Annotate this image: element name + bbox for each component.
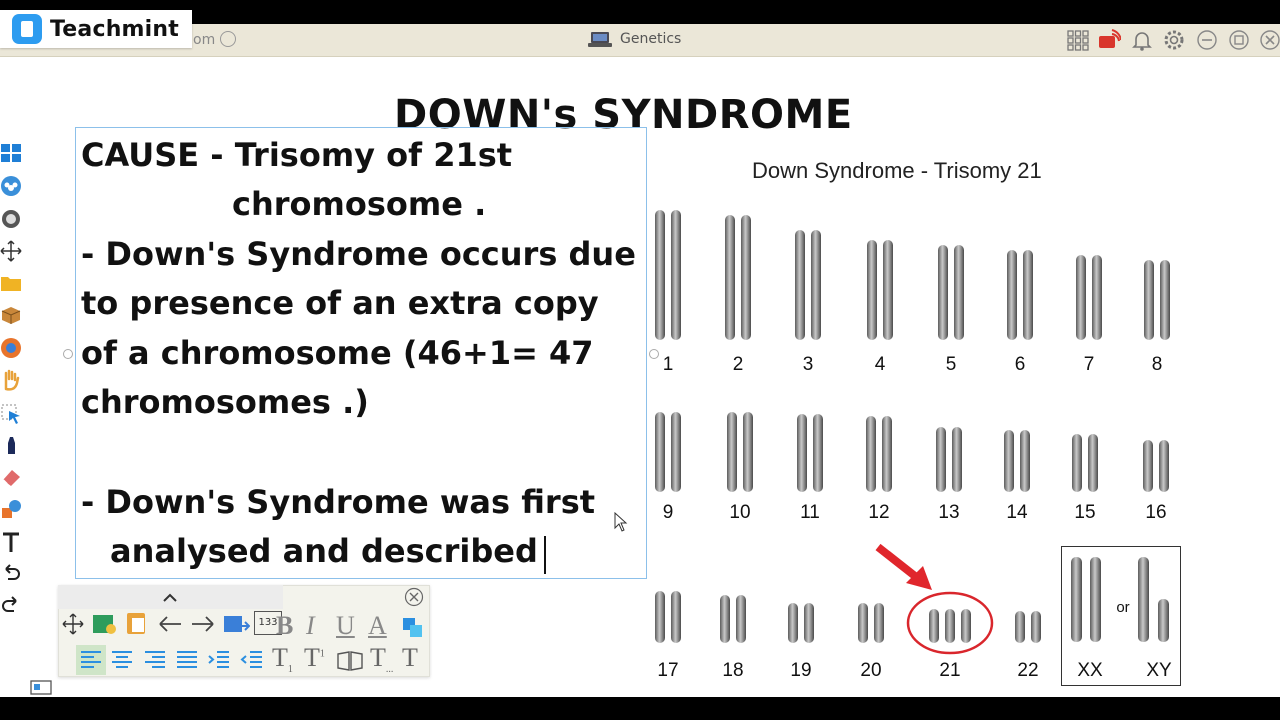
- text-style-button[interactable]: $T_{...}$: [370, 643, 394, 676]
- record-icon[interactable]: [0, 208, 22, 230]
- text-line: chromosomes .): [81, 383, 369, 421]
- karyotype-title: Down Syndrome - Trisomy 21: [752, 158, 1042, 183]
- chromosome-label: 5: [945, 354, 957, 375]
- box-icon[interactable]: [0, 304, 22, 326]
- marker-icon[interactable]: [0, 434, 22, 456]
- chromosome: [813, 414, 823, 492]
- chromosome: [936, 427, 946, 492]
- chromosome: [671, 591, 681, 643]
- paste-icon[interactable]: [124, 610, 150, 636]
- chromosome: [883, 240, 893, 340]
- chromosome: [741, 215, 751, 340]
- chromosome: [1159, 440, 1169, 492]
- chromosome: [655, 210, 665, 340]
- chromosome: [788, 603, 798, 643]
- read-icon[interactable]: [336, 650, 364, 672]
- chromosome: [1092, 255, 1102, 340]
- chromosome: [804, 603, 814, 643]
- room-name: om: [193, 32, 216, 48]
- arrow-icon: [878, 547, 920, 580]
- italic-button[interactable]: I: [306, 611, 315, 640]
- text-caret: [544, 536, 546, 574]
- sex-chromosome-box: [1061, 546, 1181, 686]
- or-label: or: [1116, 599, 1130, 616]
- chromosome-label: 19: [790, 660, 812, 681]
- text-line: CAUSE - Trisomy of 21st: [81, 136, 513, 174]
- bell-icon[interactable]: [1130, 28, 1154, 52]
- close-icon[interactable]: [1258, 28, 1280, 52]
- chromosome-label: 10: [729, 502, 751, 523]
- chromosome-label: 16: [1145, 502, 1167, 523]
- text-line: - Down's Syndrome was first: [81, 483, 596, 521]
- brand-name: Teachmint: [50, 16, 179, 42]
- chromosome-label: 6: [1014, 354, 1026, 375]
- chromosome-label: 14: [1006, 502, 1028, 523]
- chromosome: [743, 412, 753, 492]
- align-center-icon[interactable]: [110, 648, 134, 672]
- chromosome: [1007, 250, 1017, 340]
- chromosome: [867, 240, 877, 340]
- text-line: analysed and described: [110, 532, 538, 570]
- chromosome: [1088, 434, 1098, 492]
- chromosome-label: 12: [868, 502, 890, 523]
- gear-icon[interactable]: [1162, 28, 1186, 52]
- text-line: to presence of an extra copy: [81, 284, 599, 322]
- chromosome: [1076, 255, 1086, 340]
- browser-icon[interactable]: [0, 337, 22, 359]
- bold-button[interactable]: B: [276, 611, 294, 640]
- subscript-button[interactable]: $T_1$: [272, 643, 293, 676]
- chromosome-label: 15: [1074, 502, 1096, 523]
- text-line: chromosome .: [232, 185, 487, 223]
- chromosome: [1144, 260, 1154, 340]
- indent-icon[interactable]: [207, 648, 231, 672]
- slide-heading: DOWN's SYNDROME: [394, 92, 853, 138]
- chromosome-label: 13: [938, 502, 960, 523]
- chromosome: [811, 230, 821, 340]
- close-toolbar-icon[interactable]: [404, 587, 424, 607]
- chromosome-label: 8: [1151, 354, 1163, 375]
- window-title: Genetics: [620, 31, 682, 47]
- participants-icon[interactable]: [0, 175, 22, 197]
- chromosome: [945, 609, 955, 643]
- minimize-icon[interactable]: [1195, 28, 1219, 52]
- restore-icon[interactable]: [1227, 28, 1251, 52]
- xx-label: XX: [1077, 660, 1103, 681]
- redo-icon[interactable]: [0, 595, 22, 617]
- chromosome: [952, 427, 962, 492]
- chromosome-label: 9: [662, 502, 674, 523]
- bottom-strip: [0, 697, 1280, 720]
- chromosome: [961, 609, 971, 643]
- chromosome: [671, 412, 681, 492]
- windows-icon[interactable]: [0, 142, 22, 164]
- chromosome: [954, 245, 964, 340]
- chromosome: [929, 609, 939, 643]
- chromosome: [1143, 440, 1153, 492]
- folder-icon[interactable]: [0, 272, 22, 294]
- chromosome: [938, 245, 948, 340]
- chromosome: [874, 603, 884, 643]
- chromosome-label: 1: [662, 354, 674, 375]
- card-icon[interactable]: [92, 612, 118, 636]
- chromosome-label: 18: [722, 660, 744, 681]
- select-icon[interactable]: [0, 403, 22, 425]
- sex-chromosomes: [1062, 547, 1179, 684]
- chromosome: [655, 412, 665, 492]
- chromosome: [858, 603, 868, 643]
- chromosome-label: 3: [802, 354, 814, 375]
- font-size-box[interactable]: 133: [254, 611, 282, 635]
- outdent-icon[interactable]: [240, 648, 264, 672]
- chromosome: [866, 416, 876, 492]
- screen-icon[interactable]: [30, 680, 52, 696]
- chromosome: [736, 595, 746, 643]
- mouse-cursor-icon: [614, 512, 628, 532]
- chromosome: [1015, 611, 1025, 643]
- chromosome: [1004, 430, 1014, 492]
- chromosome-label: 2: [732, 354, 744, 375]
- resize-handle-left[interactable]: [63, 349, 73, 359]
- align-right-icon[interactable]: [143, 648, 167, 672]
- chromosome-label: 7: [1083, 354, 1095, 375]
- xy-label: XY: [1146, 660, 1172, 681]
- chromosome-label: 4: [874, 354, 886, 375]
- undo-icon[interactable]: [0, 563, 22, 585]
- brand-logo: [0, 10, 192, 48]
- chromosome: [727, 412, 737, 492]
- move-icon[interactable]: [61, 612, 85, 636]
- insert-icon[interactable]: [222, 612, 250, 636]
- broadcast-icon[interactable]: [1097, 28, 1121, 52]
- chromosome-label: 21: [939, 660, 961, 681]
- user-icon[interactable]: [220, 31, 236, 47]
- chromosome: [671, 210, 681, 340]
- apps-grid-icon[interactable]: [1066, 28, 1090, 52]
- text-icon[interactable]: [0, 531, 22, 553]
- font-color-button[interactable]: A: [368, 611, 387, 640]
- shapes-icon[interactable]: [0, 498, 22, 520]
- chromosome-label: 17: [657, 660, 679, 681]
- chromosome: [1072, 434, 1082, 492]
- chromosome: [882, 416, 892, 492]
- chromosome: [1160, 260, 1170, 340]
- chromosome: [725, 215, 735, 340]
- superscript-button[interactable]: $T^1$: [304, 643, 325, 672]
- left-toolbar: [0, 138, 24, 618]
- chromosome: [655, 591, 665, 643]
- chromosome: [797, 414, 807, 492]
- text-line: - Down's Syndrome occurs due: [81, 235, 636, 273]
- redo-arrow-icon[interactable]: [190, 613, 216, 635]
- chromosome: [1020, 430, 1030, 492]
- laptop-icon: [587, 30, 613, 49]
- chromosome-label: 20: [860, 660, 882, 681]
- move-icon[interactable]: [0, 240, 22, 262]
- undo-arrow-icon[interactable]: [157, 613, 183, 635]
- align-left-icon[interactable]: [76, 645, 106, 675]
- underline-button[interactable]: U: [336, 611, 355, 640]
- highlight-icon[interactable]: [400, 615, 424, 639]
- chromosome: [1031, 611, 1041, 643]
- text-box[interactable]: [75, 127, 647, 579]
- text-settings-button[interactable]: T: [402, 643, 418, 672]
- chromosome: [1023, 250, 1033, 340]
- chromosome-label: 22: [1017, 660, 1039, 681]
- chromosome: [795, 230, 805, 340]
- eraser-icon[interactable]: [0, 466, 22, 488]
- logo-icon: [12, 14, 42, 44]
- chromosome-label: 11: [800, 502, 820, 523]
- chevron-up-icon[interactable]: [160, 591, 180, 605]
- chromosome: [720, 595, 730, 643]
- text-line: of a chromosome (46+1= 47: [81, 334, 594, 372]
- justify-icon[interactable]: [175, 648, 199, 672]
- hand-icon[interactable]: [0, 369, 22, 391]
